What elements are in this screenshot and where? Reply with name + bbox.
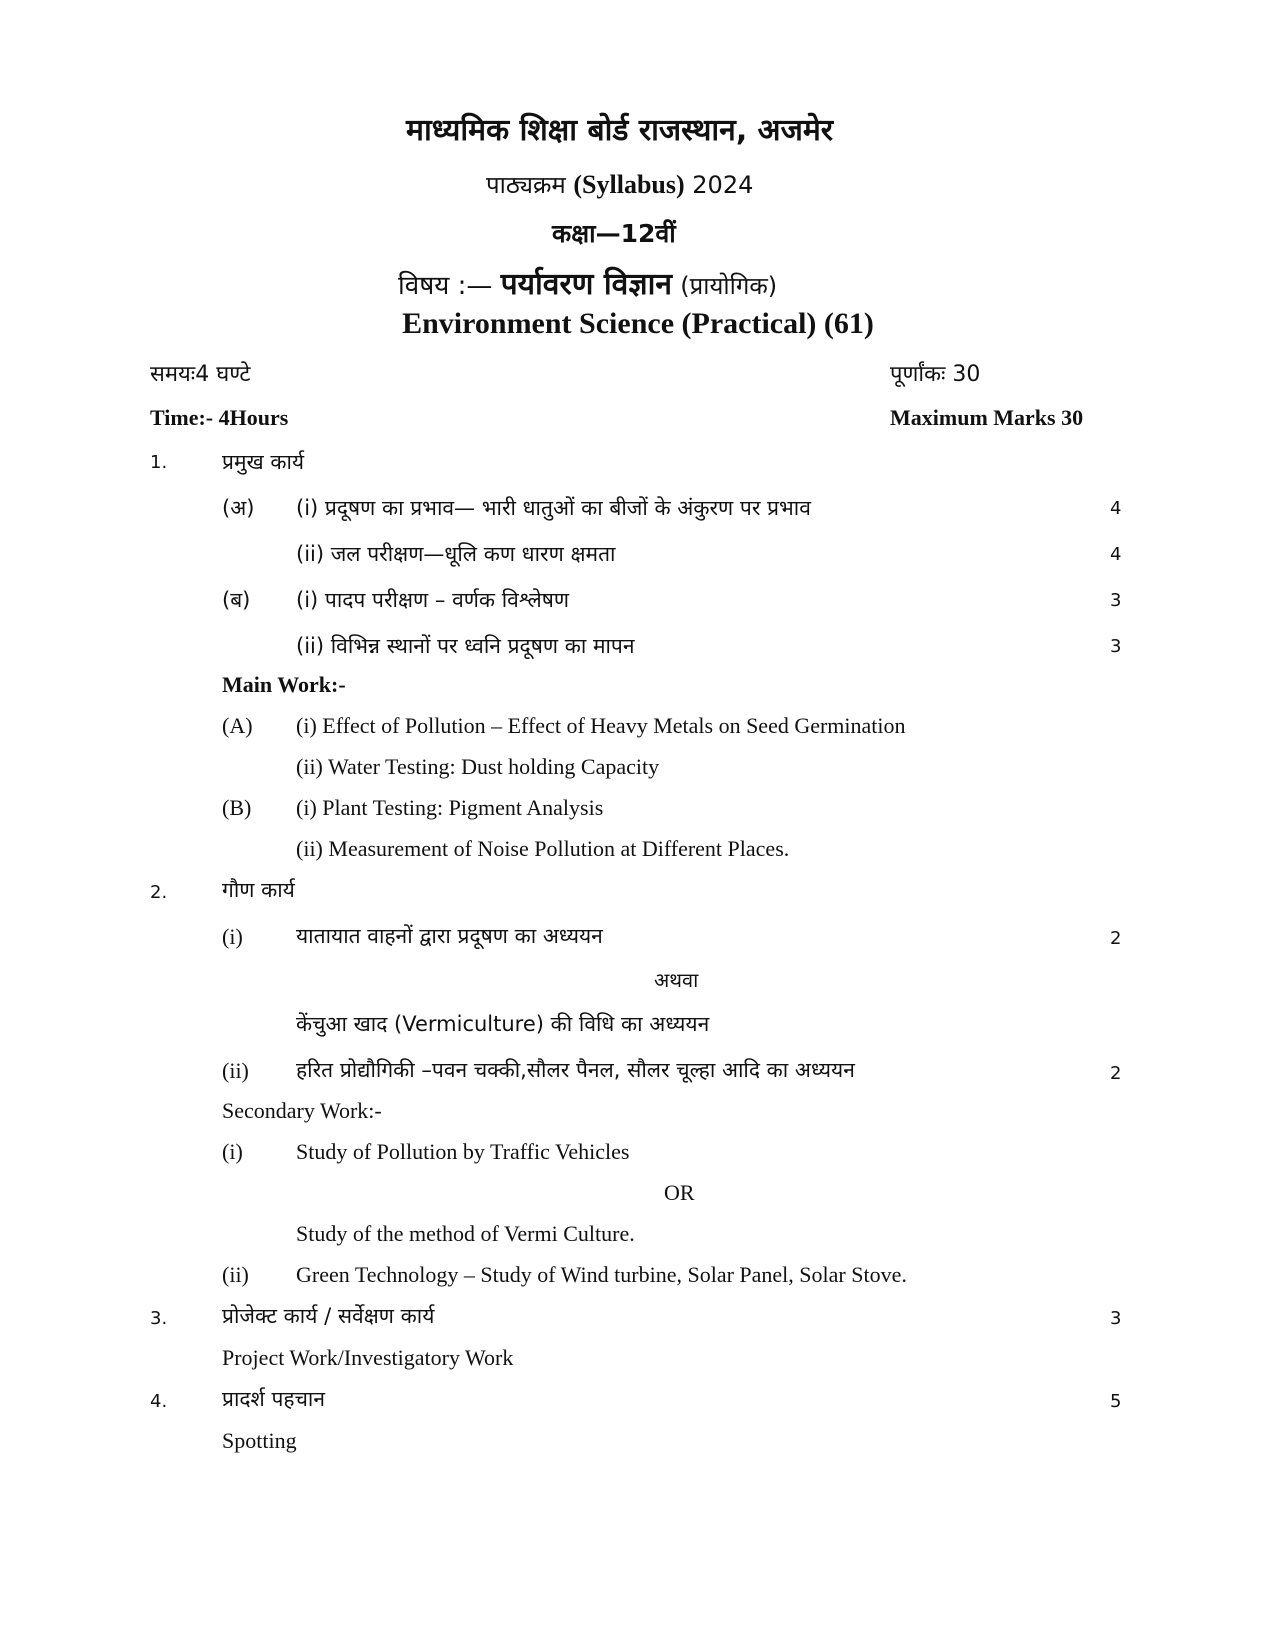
section-3-english: Project Work/Investigatory Work <box>222 1345 514 1370</box>
section-2-number: 2. <box>150 882 168 903</box>
syllabus-line <box>486 168 753 201</box>
subject-heading <box>398 262 777 303</box>
syllabus-english: (Syllabus) <box>573 170 685 199</box>
main-work-A-label: (A) <box>222 713 253 738</box>
class-heading: कक्षा—12वीं <box>552 219 676 248</box>
main-work-B1: (i) Plant Testing: Pigment Analysis <box>296 795 604 820</box>
section-2-or-hindi: अथवा <box>654 968 699 992</box>
time-english: Time:- 4Hours <box>150 405 289 430</box>
board-title: माध्यमिक शिक्षा बोर्ड राजस्थान, अजमेर <box>406 113 834 148</box>
syllabus-year: 2024 <box>692 171 754 199</box>
section-2-ii-marks: 2 <box>1110 1063 1122 1084</box>
subject-hindi: पर्यावरण विज्ञान <box>500 267 672 302</box>
section-2-i-marks: 2 <box>1110 928 1122 949</box>
secondary-work-i-label: (i) <box>222 1139 243 1164</box>
section-1-a-label: (अ) <box>222 496 255 520</box>
section-1-b2: (ii) विभिन्न स्थानों पर ध्वनि प्रदूषण का मापन <box>296 634 635 658</box>
section-2-ii-text: हरित प्रोद्यौगिकी –पवन चक्की,सौलर पैनल, सौलर चूल्हा आदि का अध्ययन <box>296 1058 855 1082</box>
main-work-title: Main Work:- <box>222 672 346 697</box>
section-2-alt-hindi: केंचुआ खाद (Vermiculture) की विधि का अध्ययन <box>296 1012 710 1036</box>
section-4-marks: 5 <box>1110 1391 1122 1412</box>
section-1-b2-marks: 3 <box>1110 636 1122 657</box>
section-4-english: Spotting <box>222 1428 297 1453</box>
section-1-b1: (i) पादप परीक्षण – वर्णक विश्लेषण <box>296 588 570 612</box>
section-3-number: 3. <box>150 1308 168 1329</box>
section-2-ii-label: (ii) <box>222 1058 249 1083</box>
section-1-a2: (ii) जल परीक्षण—धूलि कण धारण क्षमता <box>296 542 616 566</box>
section-3-marks: 3 <box>1110 1308 1122 1329</box>
section-2-i-label: (i) <box>222 924 243 949</box>
subject-tag: (प्रायोगिक) <box>680 272 778 300</box>
marks-hindi: पूर्णांकः 30 <box>890 362 981 387</box>
section-2-i-text: यातायात वाहनों द्वारा प्रदूषण का अध्ययन <box>296 924 603 948</box>
marks-english: Maximum Marks 30 <box>890 405 1084 430</box>
section-1-title: प्रमुख कार्य <box>222 450 305 474</box>
section-3-title: प्रोजेक्ट कार्य / सर्वेक्षण कार्य <box>222 1304 435 1328</box>
subject-prefix: विषय :— <box>398 271 493 301</box>
time-hindi: समयः4 घण्टे <box>150 362 251 387</box>
syllabus-hindi: पाठ्यक्रम <box>486 171 566 199</box>
section-1-number: 1. <box>150 452 168 473</box>
main-work-A2: (ii) Water Testing: Dust holding Capacity <box>296 754 660 779</box>
section-1-a2-marks: 4 <box>1110 544 1122 565</box>
subject-english: Environment Science (Practical) (61) <box>402 307 874 340</box>
secondary-work-i: Study of Pollution by Traffic Vehicles <box>296 1139 630 1164</box>
secondary-work-ii: Green Technology – Study of Wind turbine, Solar Panel, Solar Stove. <box>296 1262 907 1287</box>
section-1-a1: (i) प्रदूषण का प्रभाव— भारी धातुओं का बीजों के अंकुरण पर प्रभाव <box>296 496 811 520</box>
section-4-title: प्रादर्श पहचान <box>222 1387 326 1411</box>
secondary-work-title: Secondary Work:- <box>222 1098 382 1123</box>
main-work-B2: (ii) Measurement of Noise Pollution at Different Places. <box>296 836 790 861</box>
secondary-work-or: OR <box>664 1180 695 1205</box>
main-work-A1: (i) Effect of Pollution – Effect of Heavy Metals on Seed Germination <box>296 713 906 738</box>
secondary-work-ii-label: (ii) <box>222 1262 249 1287</box>
main-work-B-label: (B) <box>222 795 252 820</box>
secondary-work-alt: Study of the method of Vermi Culture. <box>296 1221 635 1246</box>
section-1-b-label: (ब) <box>222 588 251 612</box>
section-2-title: गौण कार्य <box>222 878 295 902</box>
section-1-b1-marks: 3 <box>1110 590 1122 611</box>
section-4-number: 4. <box>150 1391 168 1412</box>
section-1-a1-marks: 4 <box>1110 498 1122 519</box>
